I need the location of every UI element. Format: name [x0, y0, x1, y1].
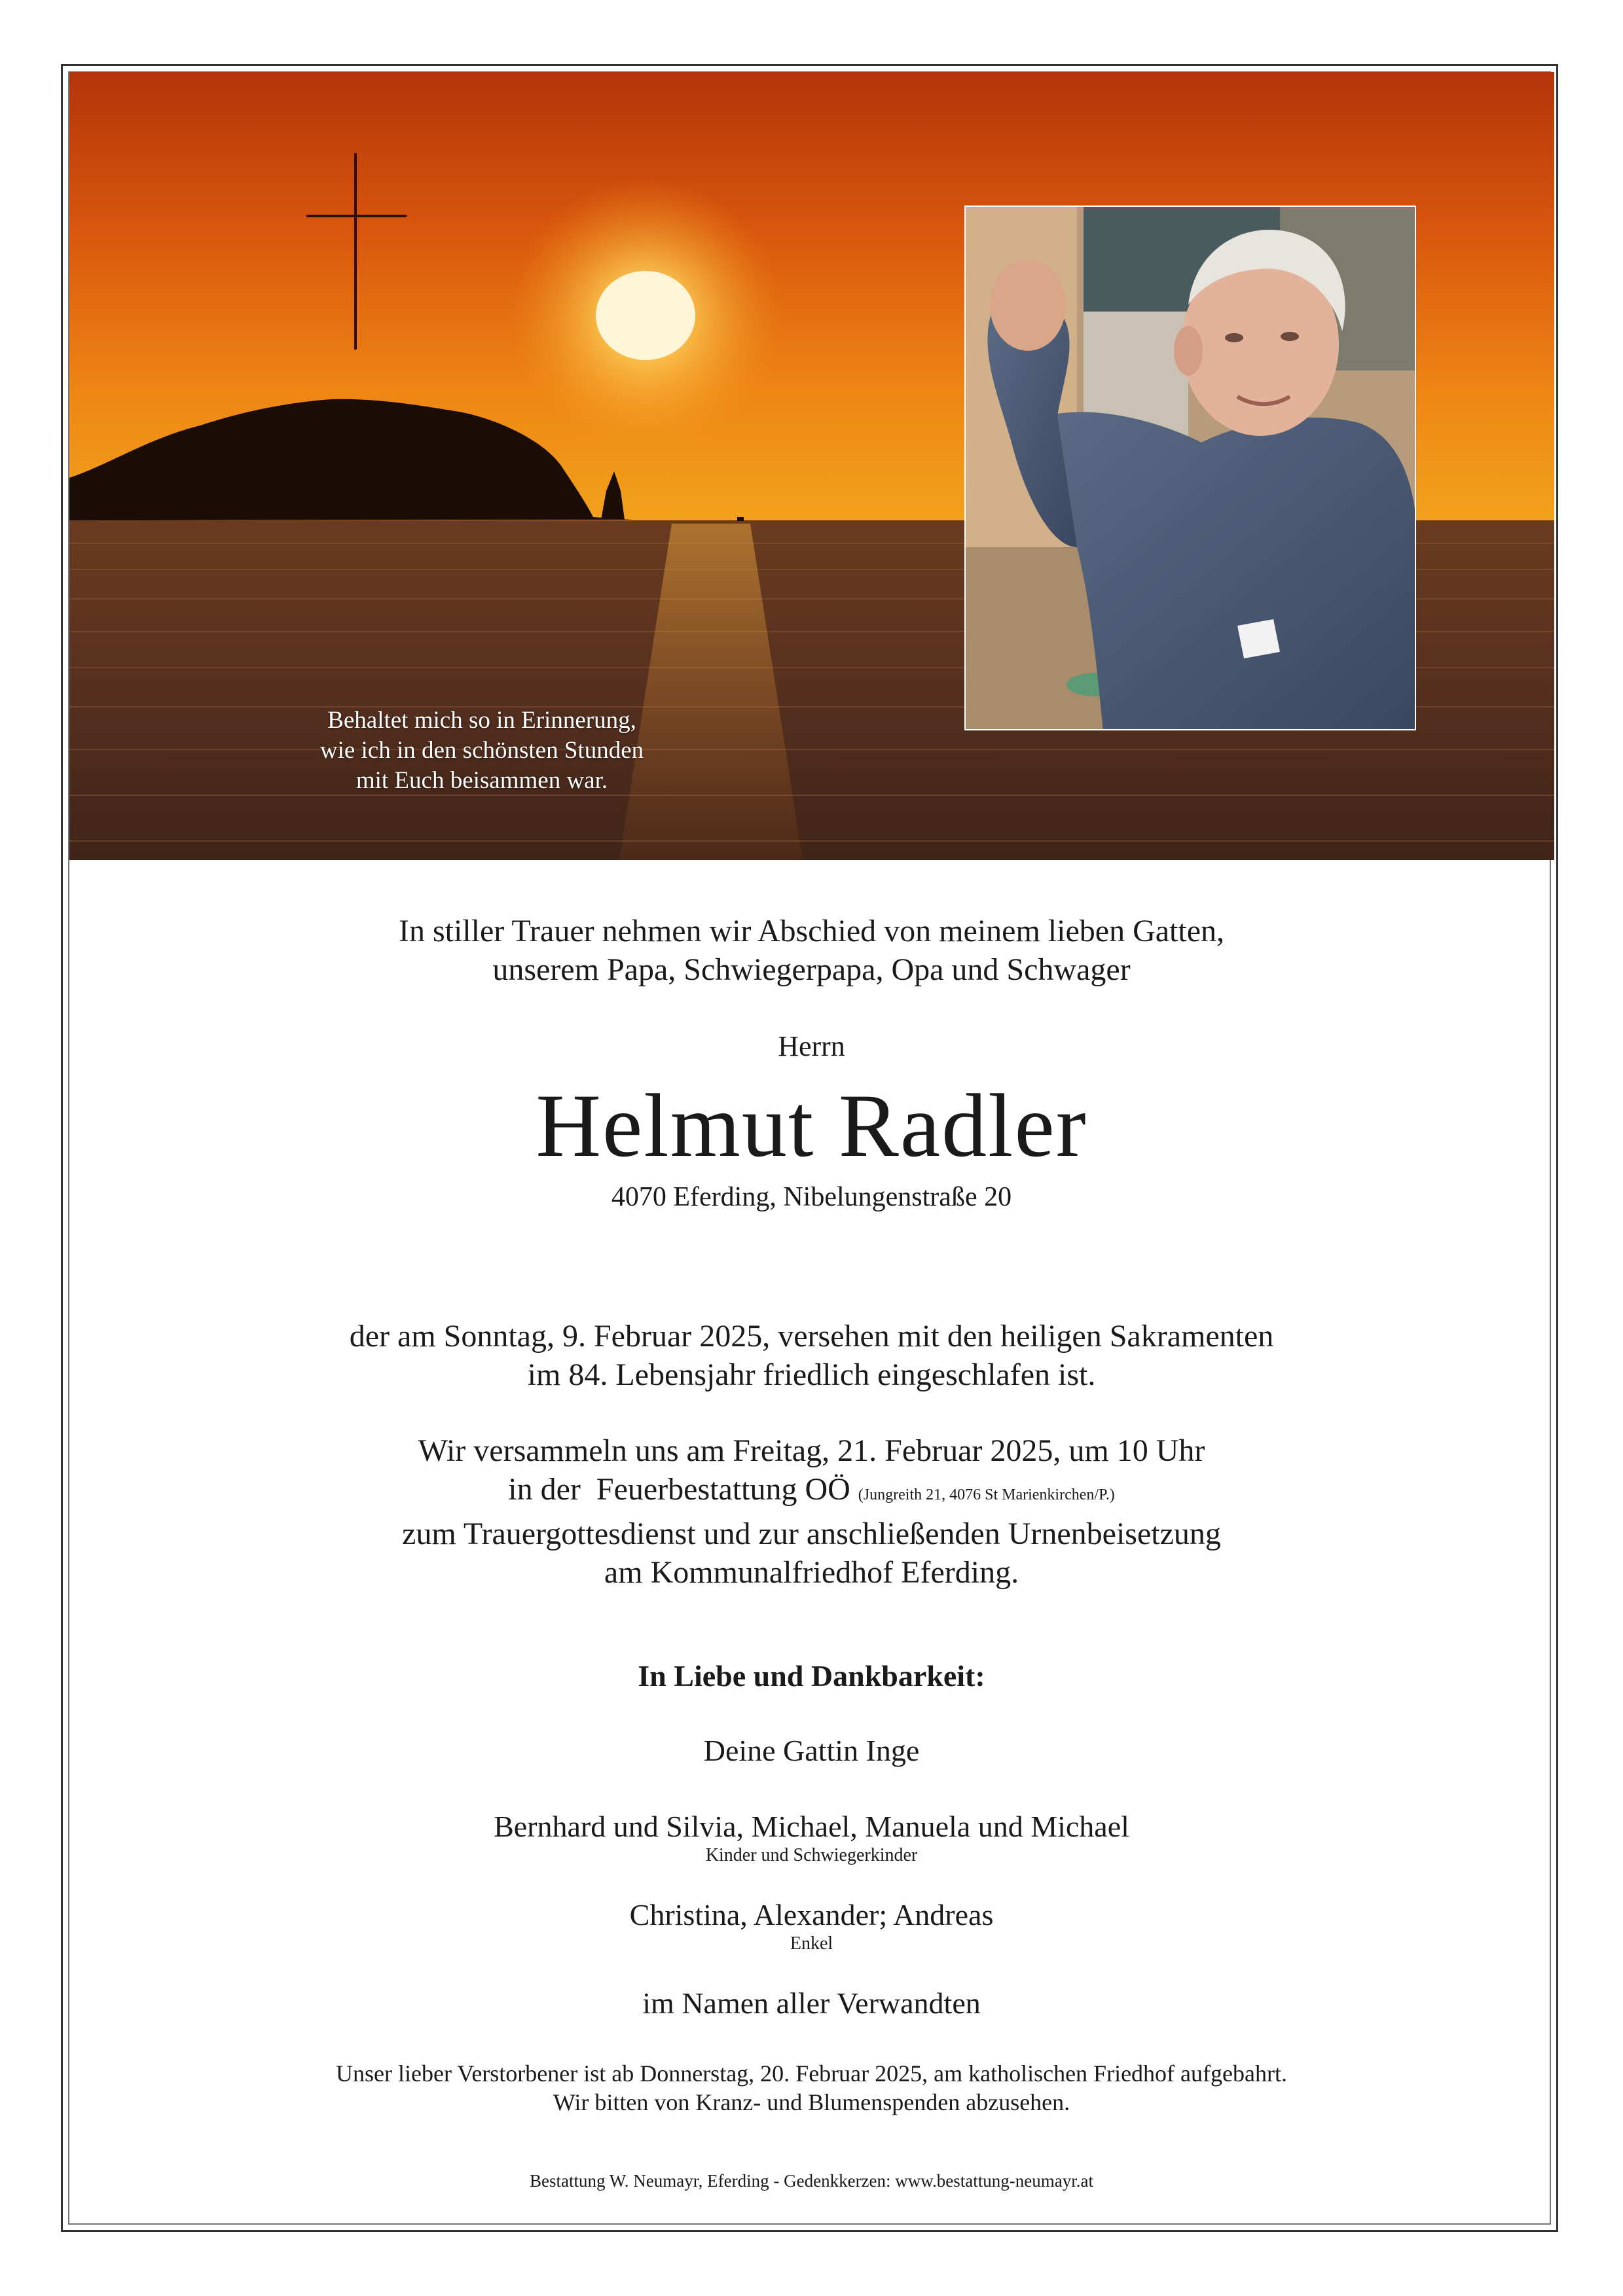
salutation: Herrn	[778, 1030, 845, 1062]
funeral-home-footer: Bestattung W. Neumayr, Eferding - Gedenkkerzen: www.bestattung-neumayr.at	[530, 2171, 1093, 2191]
service-line-3: zum Trauergottesdienst und zur anschließenden Urnenbeisetzung	[402, 1516, 1221, 1551]
quote-line-1: Behaltet mich so in Erinnerung,	[327, 707, 636, 734]
grandchildren-label: Enkel	[790, 1933, 833, 1954]
quote-line-3: mit Euch beisammen war.	[356, 767, 608, 794]
memorial-quote	[266, 706, 698, 796]
service-line-2	[0, 1470, 1623, 1515]
death-line-1: der am Sonntag, 9. Februar 2025, versehen mit den heiligen Sakramenten	[349, 1319, 1274, 1354]
service-line-1: Wir versammeln uns am Freitag, 21. Februar 2025, um 10 Uhr	[418, 1433, 1205, 1468]
laying-out-note	[0, 2059, 1623, 2117]
deceased-address: 4070 Eferding, Nibelungenstraße 20	[611, 1182, 1012, 1212]
quote-line-2: wie ich in den schönsten Stunden	[319, 737, 644, 764]
intro-line-1: In stiller Trauer nehmen wir Abschied von meinem lieben Gatten,	[398, 914, 1225, 948]
sun-icon	[596, 271, 695, 360]
service-venue-address: (Jungreith 21, 4076 St Marienkirchen/P.)	[858, 1486, 1115, 1503]
intro-line-2: unserem Papa, Schwiegerpapa, Opa und Schwager	[492, 952, 1131, 987]
service-venue: in der Feuerbestattung OÖ	[508, 1472, 850, 1507]
children-label: Kinder und Schwiegerkinder	[705, 1845, 918, 1865]
note-line-2: Wir bitten von Kranz- und Blumenspenden abzusehen.	[553, 2089, 1070, 2115]
note-line-1: Unser lieber Verstorbener ist ab Donnerstag, 20. Februar 2025, am katholischen Friedhof aufgebahrt.	[336, 2060, 1287, 2087]
service-details	[0, 1431, 1623, 1592]
death-line-2: im 84. Lebensjahr friedlich eingeschlafen ist.	[527, 1357, 1096, 1392]
mourner-relatives: im Namen aller Verwandten	[642, 1986, 981, 2020]
portrait-illustration	[966, 207, 1416, 730]
portrait-photo	[964, 206, 1416, 730]
mourner-grandchildren: Christina, Alexander; Andreas	[629, 1898, 994, 1931]
service-line-4: am Kommunalfriedhof Eferding.	[604, 1555, 1019, 1590]
mourner-wife: Deine Gattin Inge	[703, 1734, 920, 1767]
intro-text	[0, 912, 1623, 989]
deceased-name: Helmut Radler	[536, 1075, 1087, 1175]
death-notice	[0, 1317, 1623, 1394]
mourners-heading: In Liebe und Dankbarkeit:	[638, 1659, 985, 1693]
mourner-children: Bernhard und Silvia, Michael, Manuela und Michael	[494, 1810, 1129, 1843]
